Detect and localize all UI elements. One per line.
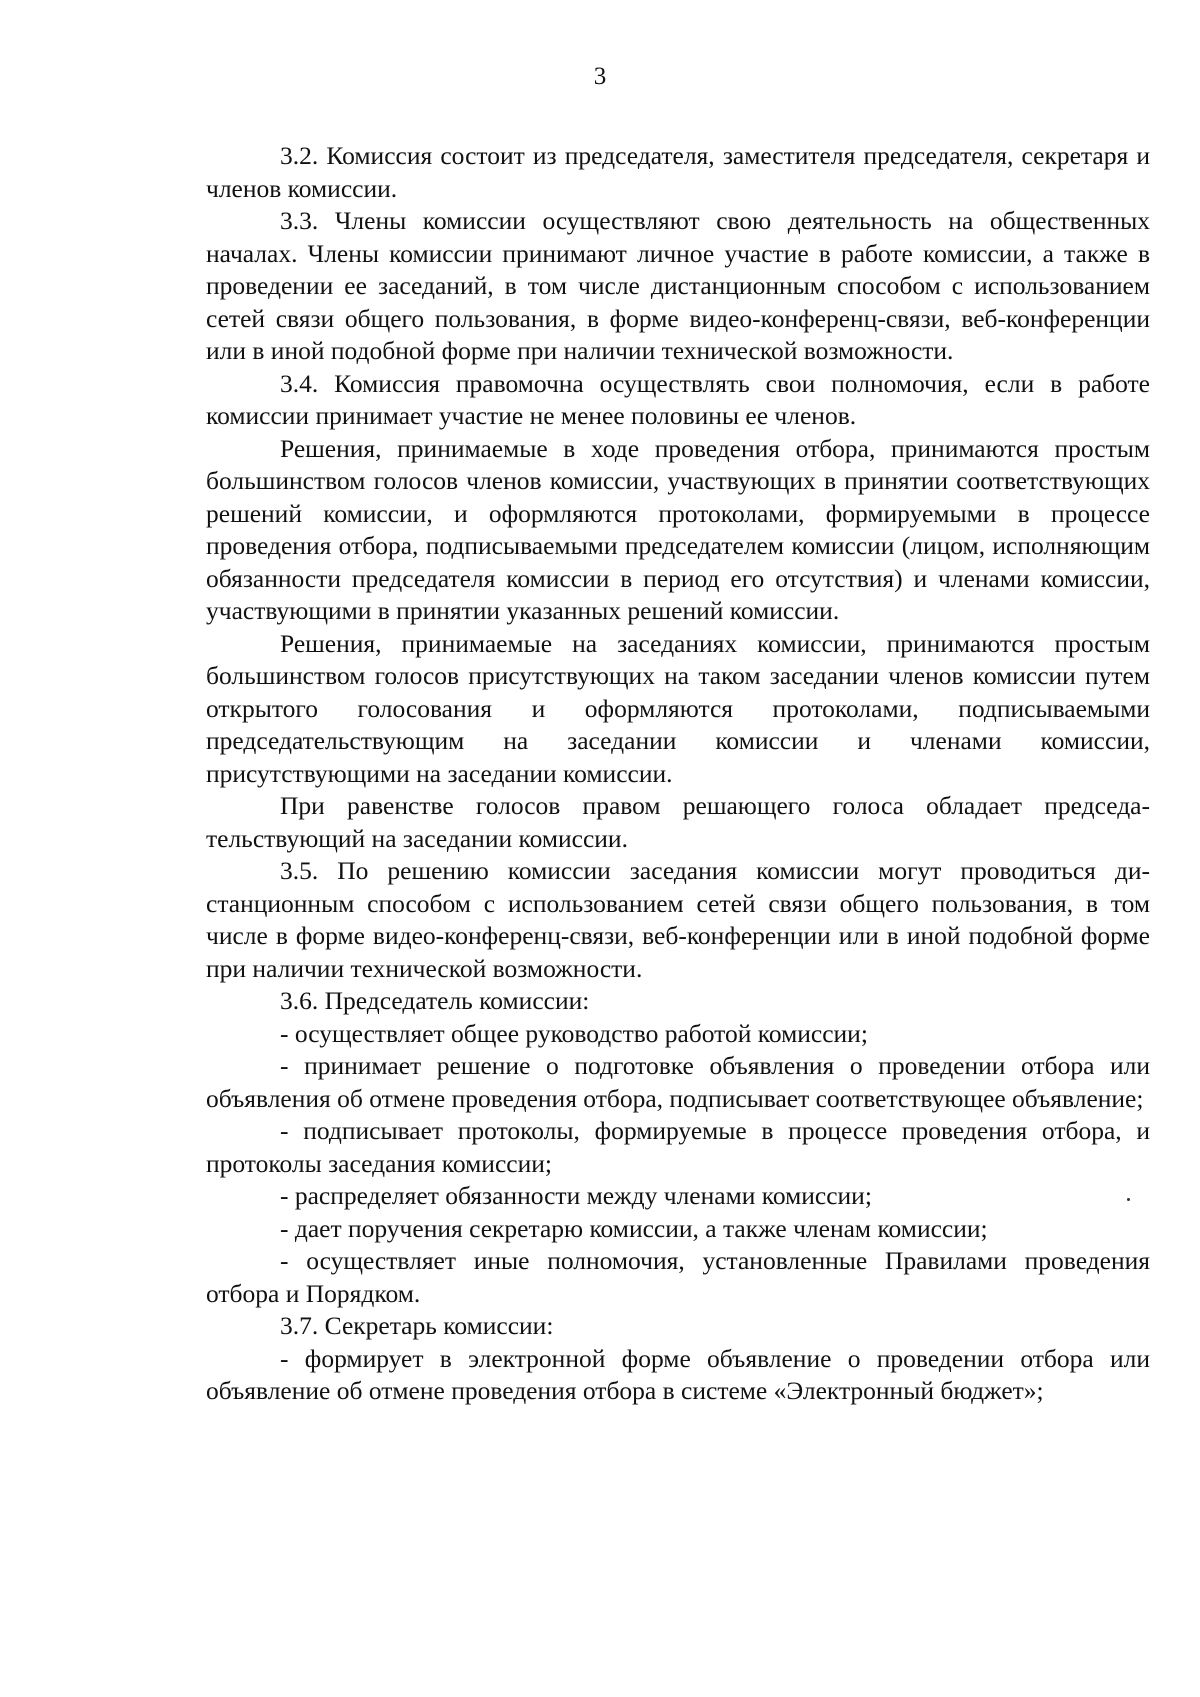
list-item-chairman-3: - подписывает протоколы, формируемые в процессе проведения отбора, и протоколы заседания комиссии; <box>206 1116 1150 1178</box>
list-item-secretary-1: - формирует в электронной форме объявление о проведении отбора или объявление об отмене проведения отбора в системе «Электронный бюджет»; <box>206 1343 1150 1405</box>
paragraph-3-3: 3.3. Члены комиссии осуществляют свою деятельность на общественных началах. Члены комиссии принимают личное участие в работе комиссии, а также в проведении ее заседаний, в том числе дистанционным способом с использованием сетей связи общего пользования, в форме видео-конференц-связи, веб-конференции или в иной подобной форме при наличии технической возможности. <box>206 206 1150 365</box>
list-item-chairman-4: - распределяет обязанности между членами комиссии; <box>280 1181 872 1210</box>
list-item-chairman-5: - дает поручения секретарю комиссии, а также членам комиссии; <box>280 1213 988 1243</box>
list-item-chairman-1: - осуществляет общее руководство работой комиссии; <box>280 1018 868 1048</box>
page-number: 3 <box>593 63 607 90</box>
document-body <box>206 140 1150 1408</box>
paragraph-3-6-heading: 3.6. Председатель комиссии: <box>280 986 590 1015</box>
paragraph-decisions-selection: Решения, принимаемые в ходе проведения отбора, принимаются простым большинством голосов членов комиссии, участвующих в принятии соответствующих решений комиссии, и оформляются протоколами, формируемыми в процессе проведения отбора, подписываемыми председателем комиссии (лицом, исполняющим обязанности председателя комиссии в период его отсутствия) и членами комиссии, участвующими в принятии указанных решений комиссии. <box>206 433 1150 625</box>
paragraph-3-4: 3.4. Комиссия правомочна осуществлять свои полномочия, если в работе комиссии принимает участие не менее половины ее членов. <box>206 368 1150 430</box>
paragraph-decisions-meetings: Решения, принимаемые на заседаниях комиссии, принимаются простым большинством голосов присутствующих на таком заседании членов комиссии путем открытого голосования и оформляются протоколами, подписываемыми председательствующим на заседании комиссии и членами комиссии, присутствующими на заседании комиссии. <box>206 628 1150 788</box>
paragraph-3-2: 3.2. Комиссия состоит из председателя, заместителя председателя, секретаря и членов комиссии. <box>206 141 1150 203</box>
list-item-chairman-2: - принимает решение о подготовке объявления о проведении отбора или объявления об отмене проведения отбора, подписывает соответствующее объявление; <box>206 1051 1150 1113</box>
paragraph-equal-votes: При равенстве голосов правом решающего голоса обладает председательствующий на заседании комиссии. <box>206 791 1150 853</box>
paragraph-3-5: 3.5. По решению комиссии заседания комиссии могут проводиться дистанционным способом с использованием сетей связи общего пользования, в том числе в форме видео-конференц-связи, веб-конференции или в иной подобной форме при наличии технической возможности. <box>206 856 1150 983</box>
list-item-chairman-6: - осуществляет иные полномочия, установленные Правилами проведения отбора и Порядком. <box>206 1246 1150 1308</box>
scan-speck <box>1127 1198 1130 1201</box>
paragraph-3-7-heading: 3.7. Секретарь комиссии: <box>280 1311 554 1340</box>
